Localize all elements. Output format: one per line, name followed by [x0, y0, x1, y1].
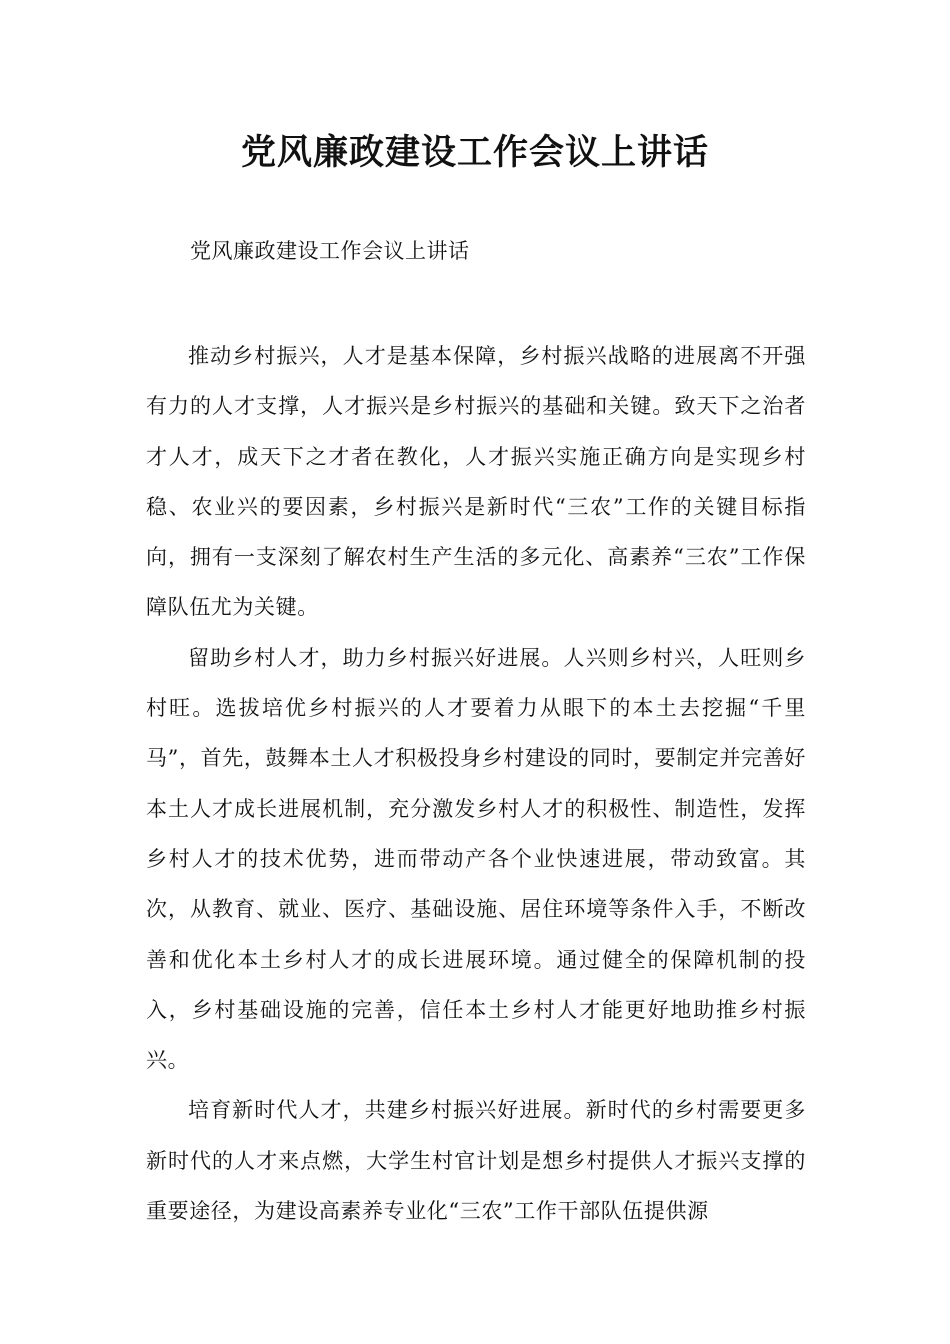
document-subtitle: 党风廉政建设工作会议上讲话 — [190, 239, 470, 263]
document-title: 党风廉政建设工作会议上讲话 — [240, 132, 709, 173]
body-paragraph: 留助乡村人才，助力乡村振兴好进展。人兴则乡村兴，人旺则乡村旺。选拔培优乡村振兴的人才要着力从眼下的本土去挖掘“千里马”，首先，鼓舞本土人才积极投身乡村建设的同时，要制定并完善好本土人才成长进展机制，充分激发乡村人才的积极性、制造性，发挥乡村人才的技术优势，进而带动产各个业快速进展，带动致富。其次，从教育、就业、医疗、基础设施、居住环境等条件入手，不断改善和优化本土乡村人才的成长进展环境。通过健全的保障机制的投入，乡村基础设施的完善，信任本土乡村人才能更好地助推乡村振兴。 — [146, 645, 806, 1073]
document-body — [146, 331, 806, 1236]
body-paragraph: 培育新时代人才，共建乡村振兴好进展。新时代的乡村需要更多新时代的人才来点燃，大学生村官计划是想乡村提供人才振兴支撑的重要途径，为建设高素养专业化“三农”工作干部队伍提供源 — [146, 1098, 806, 1224]
body-paragraph: 推动乡村振兴，人才是基本保障，乡村振兴战略的进展离不开强有力的人才支撑，人才振兴是乡村振兴的基础和关键。致天下之治者才人才，成天下之才者在教化，人才振兴实施正确方向是实现乡村稳、农业兴的要因素，乡村振兴是新时代“三农”工作的关键目标指向，拥有一支深刻了解农村生产生活的多元化、高素养“三农”工作保障队伍尤为关键。 — [146, 344, 806, 620]
